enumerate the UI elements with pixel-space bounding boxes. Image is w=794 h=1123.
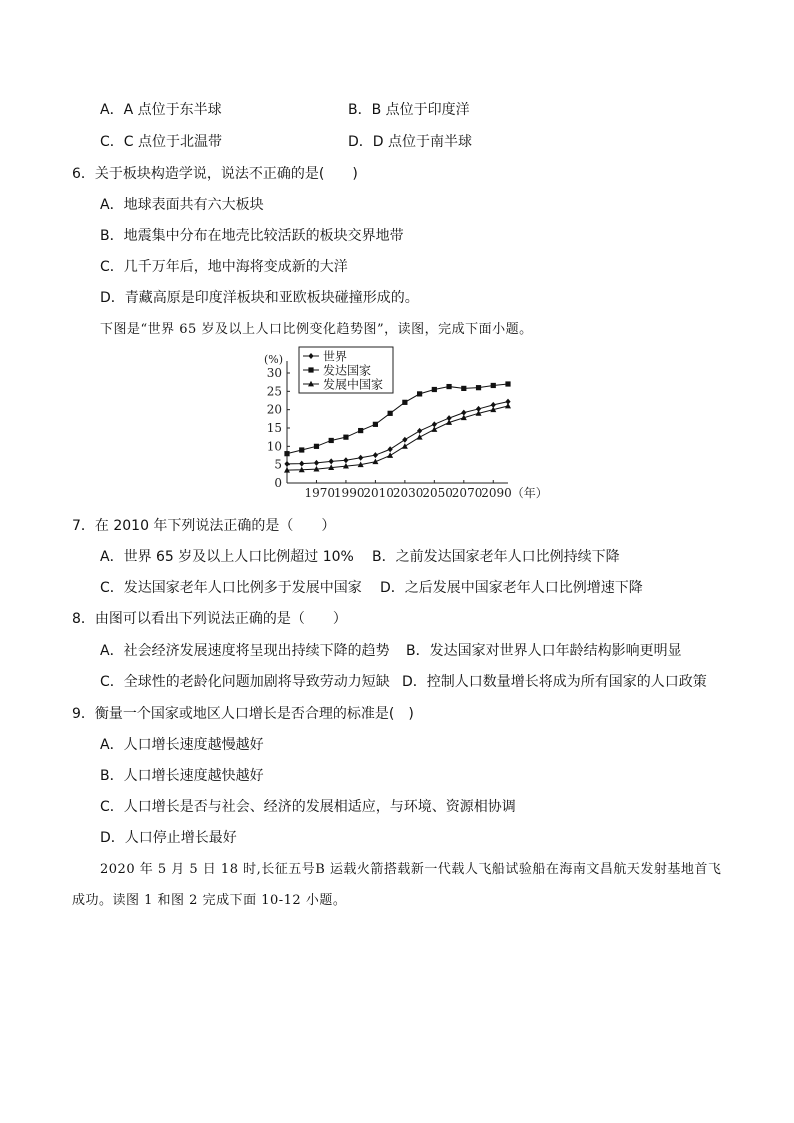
data-point (417, 391, 422, 396)
q8-option-c: C．全球性的老龄化问题加剧将导致劳动力短缺 (100, 674, 390, 690)
x-tick-label: 2010 (363, 486, 394, 500)
q8-option-a: A．社会经济发展速度将呈现出持续下降的趋势 (100, 643, 390, 659)
data-point (432, 387, 437, 392)
y-tick-label: 0 (274, 476, 282, 490)
series-line (287, 406, 508, 470)
population-aging-chart (250, 345, 548, 505)
data-point (476, 385, 481, 390)
q7-option-c: C．发达国家老年人口比例多于发展中国家 (100, 580, 362, 596)
data-point (358, 428, 363, 433)
series-line (287, 402, 508, 464)
y-tick-label: 5 (274, 457, 282, 472)
q5-option-c: C．C 点位于北温带 (100, 134, 223, 150)
chart-lines (284, 381, 511, 472)
passage-line-2: 成功。读图 1 和图 2 完成下面 10-12 小题。 (72, 893, 347, 908)
q5-option-d: D．D 点位于南半球 (348, 134, 473, 150)
q6-option-c: C．几千万年后，地中海将变成新的大洋 (100, 259, 348, 275)
data-point (446, 384, 451, 389)
data-point (388, 411, 393, 416)
data-point (402, 400, 407, 405)
q7-stem: 7．在 2010 年下列说法正确的是（ ） (72, 518, 336, 534)
legend-marker (308, 367, 313, 372)
data-point (491, 383, 496, 388)
y-tick-label: 20 (266, 402, 282, 417)
data-point (343, 435, 348, 440)
q9-option-a: A．人口增长速度越慢越好 (100, 737, 264, 753)
data-point (329, 438, 334, 443)
legend-label: 发达国家 (323, 363, 372, 378)
q8-option-d: D．控制人口数量增长将成为所有国家的人口政策 (402, 674, 707, 690)
data-point (329, 458, 334, 464)
q9-stem: 9．衡量一个国家或地区人口增长是否合理的标准是( ) (72, 706, 414, 722)
data-point (284, 461, 289, 467)
chart-legend (299, 347, 393, 393)
data-point (388, 446, 393, 452)
data-point (461, 386, 466, 391)
q8-option-b: B．发达国家对世界人口年龄结构影响更明显 (406, 643, 682, 659)
data-point (358, 455, 363, 461)
data-point (505, 403, 511, 409)
data-point (431, 426, 437, 432)
y-tick-label: 25 (266, 384, 282, 399)
x-tick-label: 2050 (422, 486, 453, 500)
data-point (402, 443, 408, 449)
q9-option-b: B．人口增长速度越快越好 (100, 768, 264, 784)
y-axis-label: (%) (264, 353, 284, 366)
data-point (417, 434, 423, 440)
q7-option-d: D．之后发展中国家老年人口比例增速下降 (380, 580, 643, 596)
q9-option-c: C．人口增长是否与社会、经济的发展相适应，与环境、资源相协调 (100, 799, 516, 815)
x-tick-label: 1970 (304, 486, 336, 500)
q8-stem: 8．由图可以看出下列说法正确的是（ ） (72, 611, 347, 627)
q6-option-a: A．地球表面共有六大板块 (100, 197, 264, 213)
q5-option-a: A．A 点位于东半球 (100, 102, 222, 118)
data-point (284, 451, 289, 456)
data-point (417, 428, 422, 434)
y-tick-label: 30 (266, 366, 282, 380)
q7-option-a: A．世界 65 岁及以上人口比例超过 10% (100, 549, 354, 565)
chart-intro: 下图是“世界 65 岁及以上人口比例变化趋势图”，读图，完成下面小题。 (100, 322, 533, 337)
series-1 (284, 399, 510, 467)
data-point (314, 444, 319, 449)
q9-option-d: D．人口停止增长最好 (100, 830, 237, 846)
legend-label: 发展中国家 (323, 377, 384, 392)
data-point (299, 447, 304, 452)
q6-stem: 6．关于板块构造学说，说法不正确的是( ) (72, 166, 358, 182)
q7-option-b: B．之前发达国家老年人口比例持续下降 (372, 549, 620, 565)
x-tick-label: 2090（年） (481, 486, 548, 500)
y-tick-label: 15 (266, 421, 282, 435)
x-tick-label: 1990 (333, 486, 365, 500)
data-point (505, 381, 510, 386)
x-tick-label: 2070 (451, 486, 483, 500)
data-point (373, 422, 378, 427)
passage-line-1: 2020 年 5 月 5 日 18 时,长征五号B 运载火箭搭载新一代载人飞船试验船在海南文昌航天发射基地首飞 (100, 862, 722, 877)
x-tick-label: 2030 (392, 486, 424, 500)
data-point (387, 452, 393, 458)
q6-option-d: D．青藏高原是印度洋板块和亚欧板块碰撞形成的。 (100, 290, 419, 306)
data-point (402, 437, 407, 443)
legend-label: 世界 (323, 349, 348, 364)
data-point (314, 460, 319, 466)
data-point (299, 461, 304, 467)
q5-option-b: B．B 点位于印度洋 (348, 102, 470, 118)
y-tick-label: 10 (266, 439, 282, 454)
series-line (287, 384, 508, 454)
data-point (373, 452, 378, 458)
data-point (343, 457, 348, 463)
q6-option-b: B．地震集中分布在地壳比较活跃的板块交界地带 (100, 228, 404, 244)
